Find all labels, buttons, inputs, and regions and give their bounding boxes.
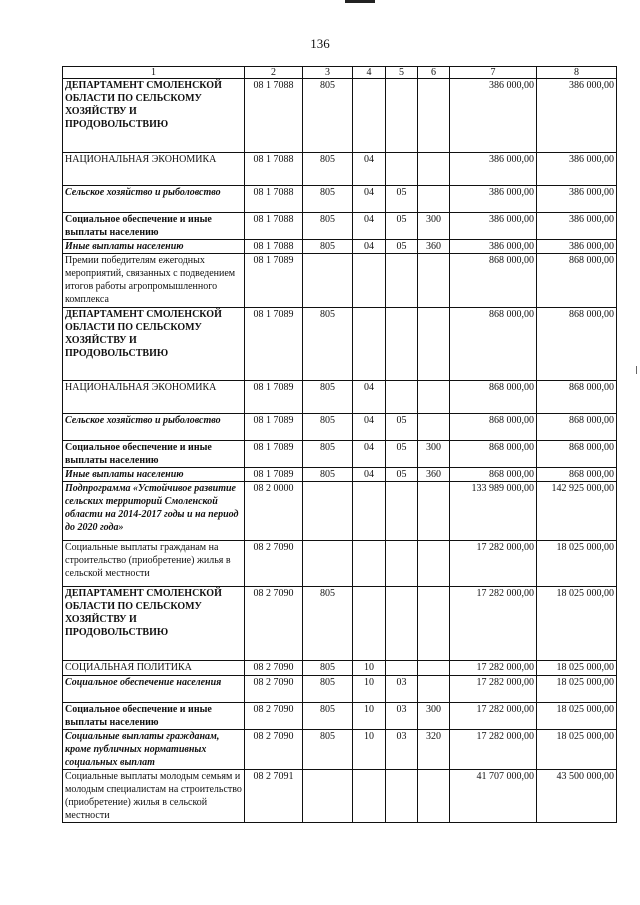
item-name: Социальное обеспечение и иные выплаты населению [63,441,245,468]
column-number-row [63,67,617,79]
target-code: 08 2 7090 [245,676,303,703]
amount-2017: 142 925 000,00 [537,482,617,541]
ministry-code: 805 [303,308,353,381]
item-name: Социальное обеспечение и иные выплаты населению [63,213,245,240]
expense-type-code [418,770,450,823]
amount-2017: 868 000,00 [537,254,617,308]
subsection-code [386,587,418,661]
ministry-code: 805 [303,240,353,254]
expense-type-code [418,153,450,186]
ministry-code: 805 [303,186,353,213]
amount-2017: 868 000,00 [537,308,617,381]
expense-type-code: 300 [418,213,450,240]
table-row [63,468,617,482]
section-code [353,541,386,587]
ministry-code [303,254,353,308]
column-header: 7 [450,67,537,79]
subsection-code: 05 [386,213,418,240]
target-code: 08 1 7089 [245,254,303,308]
amount-2016: 133 989 000,00 [450,482,537,541]
target-code: 08 1 7088 [245,79,303,153]
section-code [353,482,386,541]
section-code: 04 [353,468,386,482]
expense-type-code [418,541,450,587]
ministry-code: 805 [303,153,353,186]
subsection-code [386,482,418,541]
subsection-code: 03 [386,676,418,703]
section-code: 10 [353,661,386,676]
amount-2017: 386 000,00 [537,213,617,240]
ministry-code: 805 [303,441,353,468]
item-name: Сельское хозяйство и рыболовство [63,414,245,441]
table-row [63,441,617,468]
item-name: Социальное обеспечение населения [63,676,245,703]
section-code [353,79,386,153]
table-row [63,676,617,703]
subsection-code [386,254,418,308]
target-code: 08 1 7089 [245,441,303,468]
subsection-code [386,79,418,153]
amount-2017: 868 000,00 [537,441,617,468]
expense-type-code [418,482,450,541]
item-name: Социальные выплаты гражданам на строительство (приобретение) жилья в сельской местности [63,541,245,587]
column-header: 8 [537,67,617,79]
amount-2016: 868 000,00 [450,441,537,468]
expense-type-code: 300 [418,441,450,468]
section-code: 04 [353,414,386,441]
expense-type-code [418,79,450,153]
column-header: 2 [245,67,303,79]
amount-2017: 868 000,00 [537,414,617,441]
subsection-code: 05 [386,414,418,441]
expense-type-code: 360 [418,468,450,482]
section-code: 04 [353,240,386,254]
ministry-code: 805 [303,676,353,703]
target-code: 08 1 7088 [245,213,303,240]
amount-2016: 17 282 000,00 [450,587,537,661]
subsection-code: 03 [386,703,418,730]
item-name: СОЦИАЛЬНАЯ ПОЛИТИКА [63,661,245,676]
amount-2016: 868 000,00 [450,308,537,381]
amount-2016: 17 282 000,00 [450,703,537,730]
amount-2016: 17 282 000,00 [450,730,537,770]
column-header: 6 [418,67,450,79]
table-row [63,254,617,308]
section-code: 04 [353,441,386,468]
amount-2017: 18 025 000,00 [537,676,617,703]
amount-2016: 868 000,00 [450,254,537,308]
table-row [63,79,617,153]
subsection-code [386,541,418,587]
amount-2017: 18 025 000,00 [537,661,617,676]
item-name: Сельское хозяйство и рыболовство [63,186,245,213]
amount-2017: 386 000,00 [537,240,617,254]
table-row [63,770,617,823]
subsection-code [386,153,418,186]
ministry-code: 805 [303,381,353,414]
ministry-code [303,770,353,823]
target-code: 08 1 7089 [245,414,303,441]
scan-mark [345,0,375,3]
subsection-code [386,308,418,381]
subsection-code: 03 [386,730,418,770]
amount-2017: 43 500 000,00 [537,770,617,823]
ministry-code: 805 [303,468,353,482]
item-name: Иные выплаты населению [63,468,245,482]
table-row [63,240,617,254]
section-code: 04 [353,186,386,213]
expense-type-code [418,254,450,308]
table-row [63,186,617,213]
expense-type-code: 360 [418,240,450,254]
target-code: 08 1 7089 [245,381,303,414]
item-name: Социальное обеспечение и иные выплаты населению [63,703,245,730]
amount-2016: 386 000,00 [450,240,537,254]
amount-2017: 18 025 000,00 [537,730,617,770]
expense-type-code [418,587,450,661]
subsection-code: 05 [386,240,418,254]
table-row [63,703,617,730]
amount-2016: 41 707 000,00 [450,770,537,823]
expense-type-code [418,661,450,676]
table-row [63,482,617,541]
expense-type-code: 320 [418,730,450,770]
amount-2016: 386 000,00 [450,186,537,213]
ministry-code [303,482,353,541]
section-code [353,308,386,381]
table-row [63,730,617,770]
subsection-code: 05 [386,468,418,482]
amount-2016: 868 000,00 [450,414,537,441]
target-code: 08 1 7088 [245,186,303,213]
table-row [63,308,617,381]
section-code: 04 [353,153,386,186]
target-code: 08 2 7090 [245,541,303,587]
section-code: 10 [353,703,386,730]
expense-type-code [418,676,450,703]
amount-2016: 17 282 000,00 [450,661,537,676]
ministry-code: 805 [303,703,353,730]
section-code: 04 [353,213,386,240]
ministry-code: 805 [303,587,353,661]
column-header: 5 [386,67,418,79]
item-name: Социальные выплаты молодым семьям и молодым специалистам на строительство (приобретение) жилья в сельской местности [63,770,245,823]
item-name: Премии победителям ежегодных мероприятий, связанных с подведением итогов работы агропромышленного комплекса [63,254,245,308]
table-row [63,541,617,587]
budget-table [62,66,617,823]
table-row [63,661,617,676]
target-code: 08 2 7091 [245,770,303,823]
section-code [353,254,386,308]
item-name: ДЕПАРТАМЕНТ СМОЛЕНСКОЙ ОБЛАСТИ ПО СЕЛЬСКОМУ ХОЗЯЙСТВУ И ПРОДОВОЛЬСТВИЮ [63,587,245,661]
scan-mark [636,366,637,374]
amount-2017: 18 025 000,00 [537,703,617,730]
expense-type-code [418,186,450,213]
subsection-code [386,770,418,823]
subsection-code [386,381,418,414]
expense-type-code [418,381,450,414]
column-header: 1 [63,67,245,79]
amount-2016: 868 000,00 [450,381,537,414]
ministry-code [303,541,353,587]
expense-type-code [418,308,450,381]
amount-2017: 386 000,00 [537,153,617,186]
section-code: 10 [353,676,386,703]
column-header: 3 [303,67,353,79]
section-code: 04 [353,381,386,414]
amount-2017: 868 000,00 [537,468,617,482]
target-code: 08 1 7088 [245,240,303,254]
target-code: 08 1 7089 [245,308,303,381]
target-code: 08 2 7090 [245,587,303,661]
target-code: 08 2 7090 [245,661,303,676]
amount-2016: 386 000,00 [450,213,537,240]
amount-2016: 386 000,00 [450,153,537,186]
ministry-code: 805 [303,661,353,676]
section-code [353,587,386,661]
subsection-code [386,661,418,676]
item-name: НАЦИОНАЛЬНАЯ ЭКОНОМИКА [63,153,245,186]
table-row [63,414,617,441]
page-number: 136 [310,36,330,51]
ministry-code: 805 [303,730,353,770]
target-code: 08 1 7089 [245,468,303,482]
amount-2016: 386 000,00 [450,79,537,153]
item-name: Иные выплаты населению [63,240,245,254]
subsection-code: 05 [386,441,418,468]
amount-2016: 17 282 000,00 [450,676,537,703]
target-code: 08 2 7090 [245,730,303,770]
column-header: 4 [353,67,386,79]
item-name: НАЦИОНАЛЬНАЯ ЭКОНОМИКА [63,381,245,414]
section-code [353,770,386,823]
target-code: 08 2 0000 [245,482,303,541]
amount-2016: 868 000,00 [450,468,537,482]
amount-2017: 18 025 000,00 [537,541,617,587]
amount-2016: 17 282 000,00 [450,541,537,587]
target-code: 08 2 7090 [245,703,303,730]
amount-2017: 386 000,00 [537,186,617,213]
item-name: Подпрограмма «Устойчивое развитие сельских территорий Смоленской области на 2014-2017 годы и на период до 2020 года» [63,482,245,541]
table-row [63,381,617,414]
subsection-code: 05 [386,186,418,213]
target-code: 08 1 7088 [245,153,303,186]
expense-type-code [418,414,450,441]
table-row [63,213,617,240]
item-name: ДЕПАРТАМЕНТ СМОЛЕНСКОЙ ОБЛАСТИ ПО СЕЛЬСКОМУ ХОЗЯЙСТВУ И ПРОДОВОЛЬСТВИЮ [63,308,245,381]
section-code: 10 [353,730,386,770]
amount-2017: 18 025 000,00 [537,587,617,661]
ministry-code: 805 [303,79,353,153]
amount-2017: 868 000,00 [537,381,617,414]
ministry-code: 805 [303,414,353,441]
expense-type-code: 300 [418,703,450,730]
table-row [63,153,617,186]
amount-2017: 386 000,00 [537,79,617,153]
item-name: ДЕПАРТАМЕНТ СМОЛЕНСКОЙ ОБЛАСТИ ПО СЕЛЬСКОМУ ХОЗЯЙСТВУ И ПРОДОВОЛЬСТВИЮ [63,79,245,153]
item-name: Социальные выплаты гражданам, кроме публичных нормативных социальных выплат [63,730,245,770]
ministry-code: 805 [303,213,353,240]
table-row [63,587,617,661]
